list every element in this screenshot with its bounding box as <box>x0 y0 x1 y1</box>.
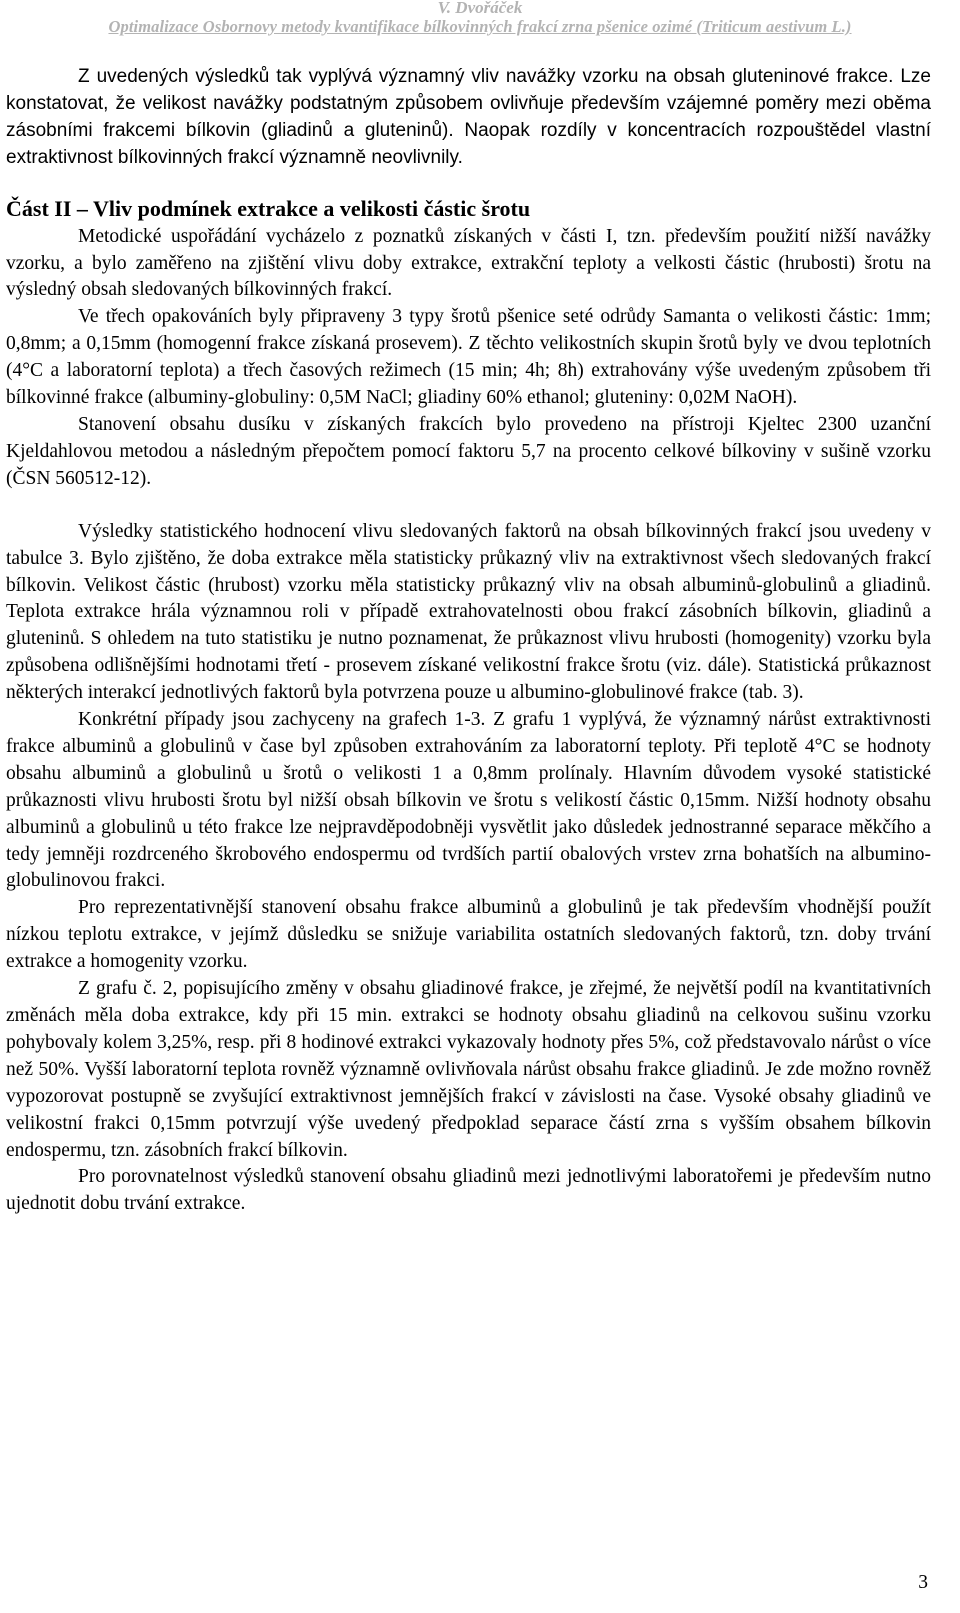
header-author: V. Dvořáček <box>437 0 523 17</box>
paragraph-graph-2: Z grafu č. 2, popisujícího změny v obsahu gliadinové frakce, je zřejmé, že největší podíl na kvantitativních změnách měla doba extrakce, kdy při 15 min. extrakci se hodnoty obsahu gliadinů na celkovou sušinu vzorku pohybovaly kolem 3,25%, resp. při 8 hodinové extrakci vykazovaly hodnoty přes 5%, což představovalo nárůst o více než 50%. Vyšší laboratorní teplota rovněž významně ovlivňovala nárůst obsahu frakce gliadinů. Je zde možno rovněž vypozorovat postupně se zvyšující extraktivnost jemnějších frakcí v závislosti na čase. Vysoké obsahy gliadinů ve velikostní frakci 0,15mm potvrzují výše uvedený předpoklad separace částí zrna s vyšším obsahem bílkovin endospermu, tzn. zásobních frakcí bílkovin. <box>6 978 931 1161</box>
section-heading: Část II – Vliv podmínek extrakce a velikosti částic šrotu <box>6 195 531 221</box>
page-body <box>6 64 931 1218</box>
paragraph-samples: Ve třech opakováních byly připraveny 3 typy šrotů pšenice seté odrůdy Samanta o velikosti částic: 1mm; 0,8mm; a 0,15mm (homogenní frakce získaná prosevem). Z těchto velikostních skupin šrotů byly ve dvou teplotních (4°C a laboratorní teplota) a třech časových režimech (15 min; 4h; 8h) extrahovány výše uvedeným způsobem tři bílkovinné frakce (albuminy-globuliny: 0,5M NaCl; gliadiny 60% ethanol; gluteniny: 0,02M NaOH). <box>6 306 931 409</box>
paragraph-gap <box>6 493 931 519</box>
paragraph-methods: Metodické uspořádání vycházelo z poznatků získaných v části I, tzn. především použití nižší navážky vzorku, a bylo zaměřeno na zjištění vlivu doby extrakce, extrakční teploty a velkosti částic (hrubosti) šrotu na výsledný obsah sledovaných bílkovinných frakcí. <box>6 225 931 301</box>
paragraph-recommendation: Pro reprezentativnější stanovení obsahu frakce albuminů a globulinů je tak především vhodnější použít nízkou teplotu extrakce, v jejímž důsledku se snižuje variabilita ostatních sledovaných faktorů, tzn. doby trvání extrakce a homogenity vzorku. <box>6 897 931 973</box>
running-header <box>0 0 960 37</box>
header-title: Optimalizace Osbornovy metody kvantifikace bílkovinných frakcí zrna pšenice ozimé (Triticum aestivum L.) <box>108 17 852 36</box>
paragraph-statistics: Výsledky statistického hodnocení vlivu sledovaných faktorů na obsah bílkovinných frakcí jsou uvedeny v tabulce 3. Bylo zjištěno, že doba extrakce měla statisticky průkazný vliv na extraktivnost všech sledovaných frakcí bílkovin. Velikost částic (hrubost) vzorku měla statisticky průkazný vliv na obsah albuminů-globulinů a gliadinů. Teplota extrakce hrála významnou roli v případě extrahovatelnosti obou frakcí zásobních bílkovin, gliadinů a gluteninů. S ohledem na tuto statistiku je nutno poznamenat, že průkaznost vlivu hrubosti (homogenity) vzorku byla způsobena odlišnějšími hodnotami třetí - prosevem získané velikostní frakce šrotu (viz. dále). Statistická průkaznost některých interakcí jednotlivých faktorů byla potvrzena pouze u albumino-globulinové frakce (tab. 3). <box>6 520 931 704</box>
paragraph-conclusion: Pro porovnatelnost výsledků stanovení obsahu gliadinů mezi jednotlivými laboratořemi je především nutno ujednotit dobu trvání extrakce. <box>6 1166 931 1215</box>
page-number: 3 <box>918 1572 928 1593</box>
paragraph-nitrogen: Stanovení obsahu dusíku v získaných frakcích bylo provedeno na přístroji Kjeltec 2300 uzanční Kjeldahlovou metodou a následným přepočtem pomocí faktoru 5,7 na procento celkové bílkoviny v sušině vzorku (ČSN 560512-12). <box>6 413 931 489</box>
intro-paragraph: Z uvedených výsledků tak vyplývá významný vliv navážky vzorku na obsah gluteninové frakce. Lze konstatovat, že velikost navážky podstatným způsobem ovlivňuje především vzájemné poměry mezi oběma zásobními frakcemi bílkovin (gliadinů a gluteninů). Naopak rozdíly v koncentracích rozpouštědel vlastní extraktivnost bílkovinných frakcí významně neovlivnily. <box>6 66 931 168</box>
paragraph-graph-1: Konkrétní případy jsou zachyceny na grafech 1-3. Z grafu 1 vyplývá, že významný nárůst extraktivnosti frakce albuminů a globulinů v čase byl způsoben extrahováním za laboratorní teploty. Při teplotě 4°C se hodnoty obsahu albuminů a globulinů u šrotů o velikosti 1 a 0,8mm prolínaly. Hlavním důvodem vysoké statistické průkaznosti vlivu hrubosti šrotu byl nižší obsah bílkovin ve šrotu s velikostí částic 0,15mm. Nižší hodnoty obsahu albuminů a globulinů u této frakce lze nejpravděpodobněji vysvětlit jako důsledek jednostranné separace měkčího a tedy jemněji rozdrceného škrobového endospermu od tvrdších partií obalových vrstev zrna bohatších na albumino-globulinovou frakci. <box>6 709 931 892</box>
